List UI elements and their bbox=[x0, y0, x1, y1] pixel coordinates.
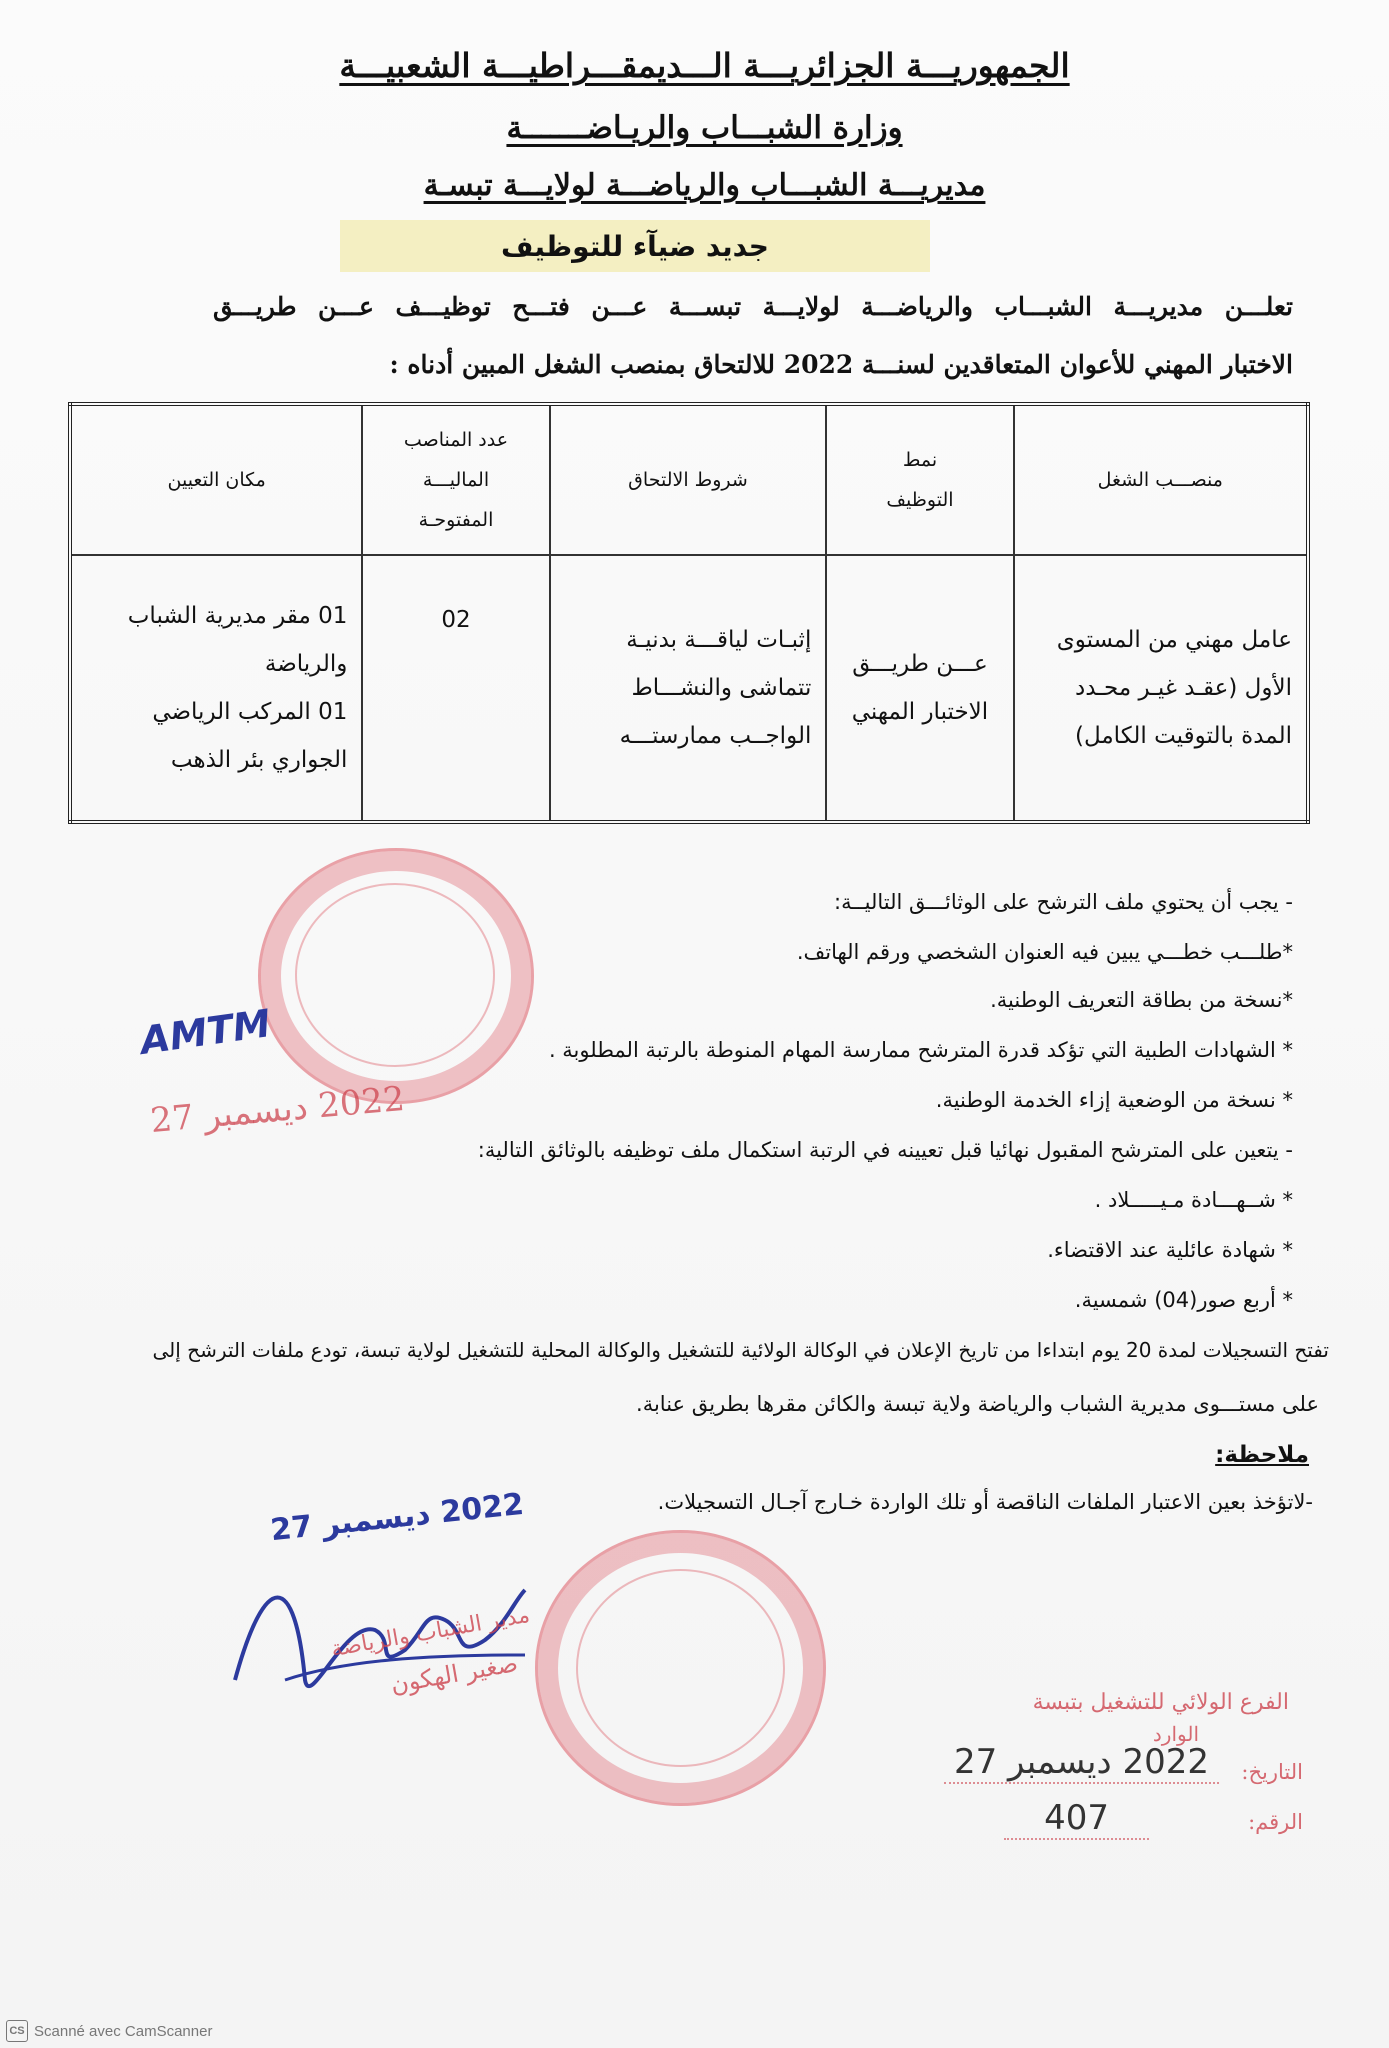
cell-mode: عـــن طريـــق الاختبار المهني bbox=[826, 555, 1013, 822]
stamp-inner-ring bbox=[576, 1569, 785, 1767]
table-row bbox=[70, 555, 1308, 822]
final-document-item: * شــهـــادة مـيـــــلاد . bbox=[1094, 1188, 1293, 1212]
reception-stamp-received: الوارد bbox=[1152, 1722, 1199, 1746]
header-count: عدد المناصب الماليـــة المفتوحـة bbox=[362, 404, 549, 555]
final-documents-intro: - يتعين على المترشح المقبول نهائيا قبل تعيينه في الرتبة استكمال ملف توظيفه بالوثائق التالية: bbox=[477, 1138, 1293, 1162]
header-conditions: شروط الالتحاق bbox=[550, 404, 827, 555]
cell-location bbox=[70, 555, 362, 822]
location-2: 01 المركب الرياضي الجواري بئر الذهب bbox=[152, 699, 348, 773]
official-stamp-left bbox=[258, 848, 534, 1104]
reception-date-value: 2022 ديسمبر 27 bbox=[944, 1742, 1219, 1784]
intro-line-1: تعلـــن مديريـــة الشبـــاب والرياضـــة لولايـــة تبســـة عـــن فتـــح توظيـــف عـــن طريـــق bbox=[213, 292, 1293, 321]
banner-highlight: جديد ضيآء للتوظيف bbox=[340, 220, 930, 272]
final-document-item: * أربع صور(04) شمسية. bbox=[1074, 1288, 1293, 1312]
registration-line-1: تفتح التسجيلات لمدة 20 يوم ابتداءا من تاريخ الإعلان في الوكالة الولائية للتشغيل والوكالة المحلية للتشغيل لولاية تبسة، تودع ملفات الترشح إلى bbox=[152, 1338, 1329, 1362]
scanner-watermark bbox=[6, 2020, 212, 2042]
cell-conditions: إثبـات لياقـــة بدنيـة تتماشى والنشـــاط الواجــب ممارستـــه bbox=[550, 555, 827, 822]
table-header-row bbox=[70, 404, 1308, 555]
document-item: *طلـــب خطـــي يبين فيه العنوان الشخصي ورقم الهاتف. bbox=[796, 940, 1293, 964]
reception-number-value: 407 bbox=[1004, 1798, 1149, 1840]
header-location: مكان التعيين bbox=[70, 404, 362, 555]
signature-title-line-2: صغير الهكون bbox=[388, 1649, 520, 1699]
header-position: منصـــب الشغل bbox=[1014, 404, 1308, 555]
note-title: ملاحظة: bbox=[1215, 1442, 1309, 1468]
registration-line-2: على مستـــوى مديرية الشباب والرياضة ولاية تبسة والكائن مقرها بطريق عنابة. bbox=[636, 1392, 1319, 1416]
stamp-inner-ring bbox=[295, 883, 495, 1067]
document-item: *نسخة من بطاقة التعريف الوطنية. bbox=[990, 988, 1293, 1012]
camscanner-logo: CS bbox=[6, 2020, 28, 2042]
header-ministry: وزارة الشبـــاب والريـاضـــــــة bbox=[506, 110, 903, 146]
header-republic: الجمهوريـــة الجزائريـــة الـــديمقـــراطيـــة الشعبيـــة bbox=[339, 46, 1070, 85]
stamp-date-left: 2022 ديسمبر 27 bbox=[148, 1078, 407, 1142]
handwritten-initials: AMTM bbox=[137, 1001, 274, 1063]
cell-count: 02 bbox=[362, 555, 549, 822]
jobs-table bbox=[68, 402, 1310, 824]
final-document-item: * شهادة عائلية عند الاقتضاء. bbox=[1047, 1238, 1293, 1262]
signature-title-line-1: مدير الشباب والرياضة bbox=[329, 1602, 532, 1663]
cell-position: عامل مهني من المستوى الأول (عقـد غيـر محـدد المدة بالتوقيت الكامل) bbox=[1014, 555, 1308, 822]
header-mode: نمط التوظيف bbox=[826, 404, 1013, 555]
intro-line-2: الاختبار المهني للأعوان المتعاقدين لسنـــة 2022 للالتحاق بمنصب الشغل المبين أدناه : bbox=[389, 350, 1293, 379]
reception-stamp-title: الفرع الولائي للتشغيل بتبسة bbox=[1032, 1690, 1289, 1715]
reception-date-label: التاريخ: bbox=[1241, 1760, 1303, 1784]
document-item: * نسخة من الوضعية إزاء الخدمة الوطنية. bbox=[935, 1088, 1293, 1112]
header-directorate: مديريـــة الشبـــاب والرياضـــة لولايـــة تبسـة bbox=[423, 168, 986, 203]
note-text: -لاتؤخذ بعين الاعتبار الملفات الناقصة أو تلك الواردة خـارج آجـال التسجيلات. bbox=[657, 1490, 1313, 1514]
scanner-text: Scanné avec CamScanner bbox=[34, 2022, 213, 2040]
handwritten-date: 2022 ديسمبر 27 bbox=[268, 1486, 526, 1549]
location-1: 01 مقر مديرية الشباب والرياضة bbox=[127, 603, 348, 677]
official-stamp-center bbox=[535, 1530, 826, 1806]
reception-number-label: الرقم: bbox=[1248, 1810, 1303, 1834]
documents-intro: - يجب أن يحتوي ملف الترشح على الوثائـــق التاليــة: bbox=[834, 890, 1293, 914]
document-item: * الشهادات الطبية التي تؤكد قدرة المترشح ممارسة المهام المنوطة بالرتبة المطلوبة . bbox=[548, 1038, 1293, 1062]
